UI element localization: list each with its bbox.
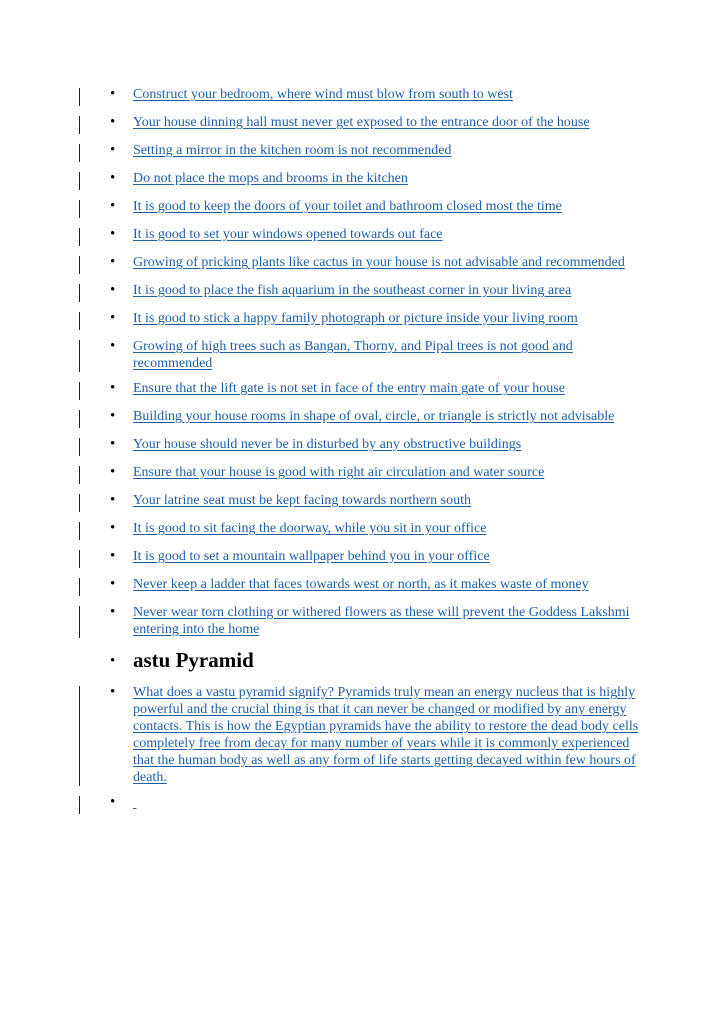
bullet: • — [110, 492, 116, 508]
list-item-link[interactable]: Ensure that the lift gate is not set in face of the entry main gate of your house — [133, 381, 565, 396]
bullet: • — [110, 794, 116, 810]
list-item — [0, 576, 728, 596]
list-item — [0, 604, 728, 638]
bullet: • — [110, 408, 116, 424]
change-bar — [79, 410, 80, 428]
bullet: • — [110, 653, 116, 669]
change-bar — [79, 522, 80, 540]
list-item — [0, 198, 728, 218]
list-item-link[interactable]: It is good to place the fish aquarium in the southeast corner in your living area — [133, 283, 572, 298]
list-item-link[interactable]: Do not place the mops and brooms in the kitchen — [133, 171, 408, 186]
change-bar — [79, 256, 80, 274]
list-item-link[interactable]: Your house dinning hall must never get exposed to the entrance door of the house — [133, 115, 590, 130]
list-item-link[interactable]: It is good to keep the doors of your toilet and bathroom closed most the time — [133, 199, 562, 214]
bullet: • — [110, 548, 116, 564]
change-bar — [79, 438, 80, 456]
list-item — [0, 310, 728, 330]
bullet: • — [110, 86, 116, 102]
list-item-link[interactable]: Construct your bedroom, where wind must blow from south to west — [133, 87, 513, 102]
list-item-link[interactable]: It is good to set your windows opened towards out face — [133, 227, 443, 242]
empty-item-text — [133, 794, 648, 811]
bullet: • — [110, 604, 116, 620]
bullet: • — [110, 520, 116, 536]
bullet: • — [110, 226, 116, 242]
list-item — [0, 408, 728, 428]
list-item — [0, 380, 728, 400]
list-item-link[interactable]: It is good to stick a happy family photograph or picture inside your living room — [133, 311, 578, 326]
list-item — [0, 464, 728, 484]
section-heading-item — [0, 646, 728, 674]
list-item-link[interactable]: Setting a mirror in the kitchen room is not recommended — [133, 143, 452, 158]
pyramid-paragraph-link[interactable]: What does a vastu pyramid signify? Pyramids truly mean an energy nucleus that is highly powerful and the crucial thing is that it can never be changed or modified by any energy contacts. This is how the Egyptian pyramids have the ability to restore the dead body cells completely free from decay for many number of years while it is commonly experienced that the human body as well as any form of life starts getting decayed within few hours of death. — [133, 685, 639, 785]
change-bar — [79, 578, 80, 596]
change-bar — [79, 144, 80, 162]
bullet: • — [110, 380, 116, 396]
bullet: • — [110, 684, 116, 700]
bullet: • — [110, 310, 116, 326]
list-item-link[interactable]: Never keep a ladder that faces towards west or north, as it makes waste of money — [133, 577, 589, 592]
section-heading: astu Pyramid — [133, 648, 254, 672]
list-item-link[interactable]: Your house should never be in disturbed by any obstructive buildings — [133, 437, 522, 452]
list-item — [0, 254, 728, 274]
bullet: • — [110, 198, 116, 214]
list-item — [0, 492, 728, 512]
bullet: • — [110, 576, 116, 592]
change-bar — [79, 796, 80, 814]
list-item-link[interactable]: Growing of pricking plants like cactus in your house is not advisable and recommended — [133, 255, 625, 270]
list-item — [0, 436, 728, 456]
change-bar — [79, 312, 80, 330]
list-item — [0, 114, 728, 134]
bullet: • — [110, 338, 116, 354]
bullet: • — [110, 254, 116, 270]
list-item-link[interactable]: It is good to set a mountain wallpaper behind you in your office — [133, 549, 490, 564]
list-item-link[interactable]: Ensure that your house is good with right air circulation and water source — [133, 465, 545, 480]
change-bar — [79, 116, 80, 134]
list-item — [0, 142, 728, 162]
list-item — [0, 170, 728, 190]
change-bar — [79, 172, 80, 190]
change-bar — [79, 686, 80, 786]
list-item — [0, 520, 728, 540]
bullet: • — [110, 170, 116, 186]
bullet: • — [110, 142, 116, 158]
change-bar — [79, 550, 80, 568]
list-item-link[interactable]: Never wear torn clothing or withered flowers as these will prevent the Goddess Lakshmi entering into the home — [133, 605, 630, 637]
empty-list-item — [0, 794, 728, 814]
bullet: • — [110, 114, 116, 130]
change-bar — [79, 200, 80, 218]
list-item-link[interactable]: Building your house rooms in shape of oval, circle, or triangle is strictly not advisable — [133, 409, 615, 424]
vastu-tips-list — [0, 86, 728, 822]
change-bar — [79, 228, 80, 246]
list-item — [0, 86, 728, 106]
list-item-link[interactable]: It is good to sit facing the doorway, while you sit in your office — [133, 521, 487, 536]
bullet: • — [110, 282, 116, 298]
list-item — [0, 548, 728, 568]
list-item-link[interactable]: Your latrine seat must be kept facing towards northern south — [133, 493, 472, 508]
change-bar — [79, 340, 80, 372]
list-item-link[interactable]: Growing of high trees such as Bangan, Thorny, and Pipal trees is not good and recommended — [133, 339, 573, 371]
list-item — [0, 338, 728, 372]
change-bar — [79, 284, 80, 302]
change-bar — [79, 88, 80, 106]
change-bar — [79, 606, 80, 638]
change-bar — [79, 494, 80, 512]
change-bar — [79, 382, 80, 400]
list-item — [0, 282, 728, 302]
change-bar — [79, 466, 80, 484]
list-item — [0, 226, 728, 246]
bullet: • — [110, 436, 116, 452]
bullet: • — [110, 464, 116, 480]
paragraph-item — [0, 684, 728, 786]
